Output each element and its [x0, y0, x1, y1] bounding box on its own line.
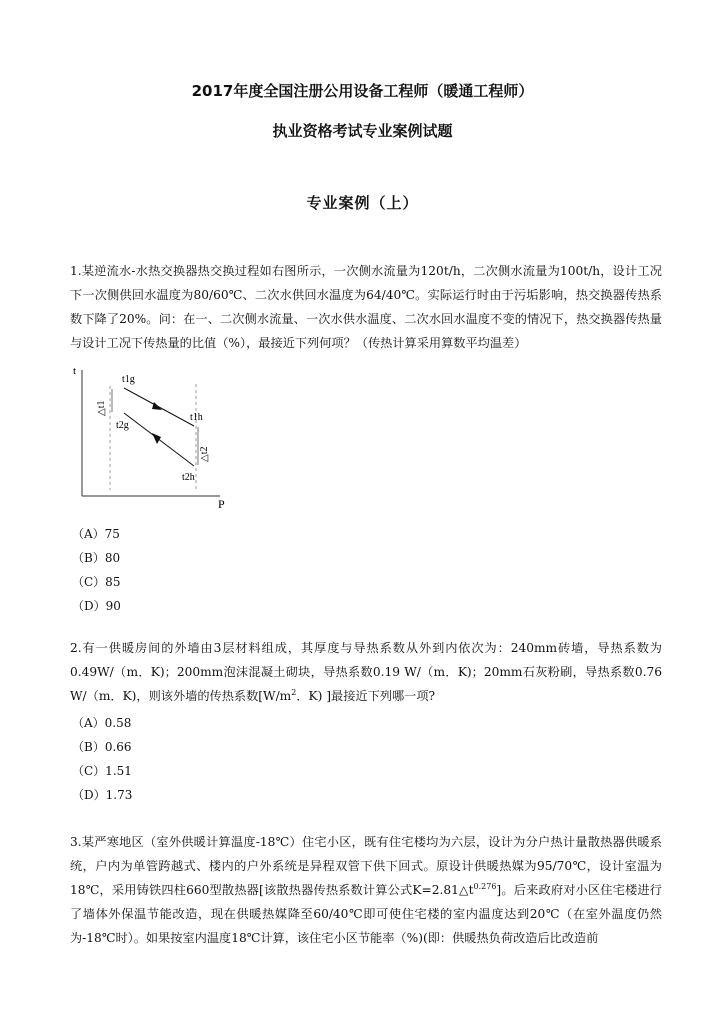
- q2-option-c: （C）1.51: [72, 764, 132, 778]
- q1-option-d: （D）90: [72, 599, 121, 613]
- q2-option-b: （B）0.66: [72, 740, 132, 754]
- q3-text-part1: 3.某严寒地区（室外供暖计算温度-18℃）住宅小区，既有住宅楼均为六层，设计为分户热计量散热器供暖系统，户内为单管跨越式、楼内的户外系统是异程双管下供下回式。原设计供暖热媒为95/70℃，设计室温为18℃，采用铸铁四柱660型散热器[该散热器传热系数计算公式K=2.81△t: [70, 835, 662, 897]
- heat-exchange-diagram: [70, 362, 240, 512]
- q2-text-part1: 2.有一供暖房间的外墙由3层材料组成，其厚度与导热系数从外到内依次为：240mm砖墙，导热系数为0.49W/（m．K)；200mm泡沫混凝土砌块，导热系数0.19 W/（m．K)；20mm石灰粉刷，导热系数0.76 W/（m．K)，则该外墙的传热系数[W/m: [70, 641, 662, 703]
- x-axis-label: P: [218, 497, 225, 511]
- q3-text-part2: ]。后来政府对小区住宅楼进行了墙体外保温节能改造，现在供暖热媒降至60/40℃即可使住宅楼的室内温度达到20℃（在室外温度仍然为-18℃时）。如果按室内温度18℃计算，该住宅小区节能率（%)(即：供暖热负荷改造后比改造前: [70, 883, 662, 945]
- question-3-text: [70, 830, 662, 950]
- q2-text-part2: ．K) ]最接近下列哪一项?: [296, 689, 436, 703]
- label-dt1: △t1: [96, 400, 107, 416]
- q1-option-a: （A）75: [72, 527, 120, 541]
- question-1-text: 1.某逆流水-水热交换器热交换过程如右图所示，一次侧水流量为120t/h，二次侧水流量为100t/h，设计工况下一次侧供回水温度为80/60℃、二次水供回水温度为64/40℃。实际运行时由于污垢影响，热交换器传热系数下降了20%。问：在一、二次侧水流量、一次水供水温度、二次水回水温度不变的情况下，热交换器传热量与设计工况下传热量的比值（%），最接近下列何项？（传热计算采用算数平均温差）: [70, 264, 662, 350]
- label-dt2: △t2: [199, 446, 210, 462]
- label-t2g: t2g: [116, 420, 129, 431]
- q1-option-b: （B）80: [72, 551, 121, 565]
- label-t2h: t2h: [182, 472, 195, 483]
- q2-option-a: （A）0.58: [72, 716, 132, 730]
- question-2-text: [70, 636, 662, 708]
- q1-option-c: （C）85: [72, 575, 121, 589]
- section-heading: 专业案例（上）: [306, 194, 419, 212]
- q2-option-d: （D）1.73: [72, 788, 133, 802]
- y-axis-label: t: [73, 365, 77, 377]
- q2-superscript: 2: [291, 687, 297, 697]
- page-subtitle: 执业资格考试专业案例试题: [272, 122, 453, 140]
- label-t1h: t1h: [190, 412, 203, 423]
- page-title: 2017年度全国注册公用设备工程师（暖通工程师）: [191, 82, 534, 100]
- label-t1g: t1g: [122, 374, 135, 385]
- q3-superscript: 0.276: [473, 881, 497, 891]
- primary-arrow: [152, 402, 162, 410]
- secondary-arrow: [152, 433, 161, 444]
